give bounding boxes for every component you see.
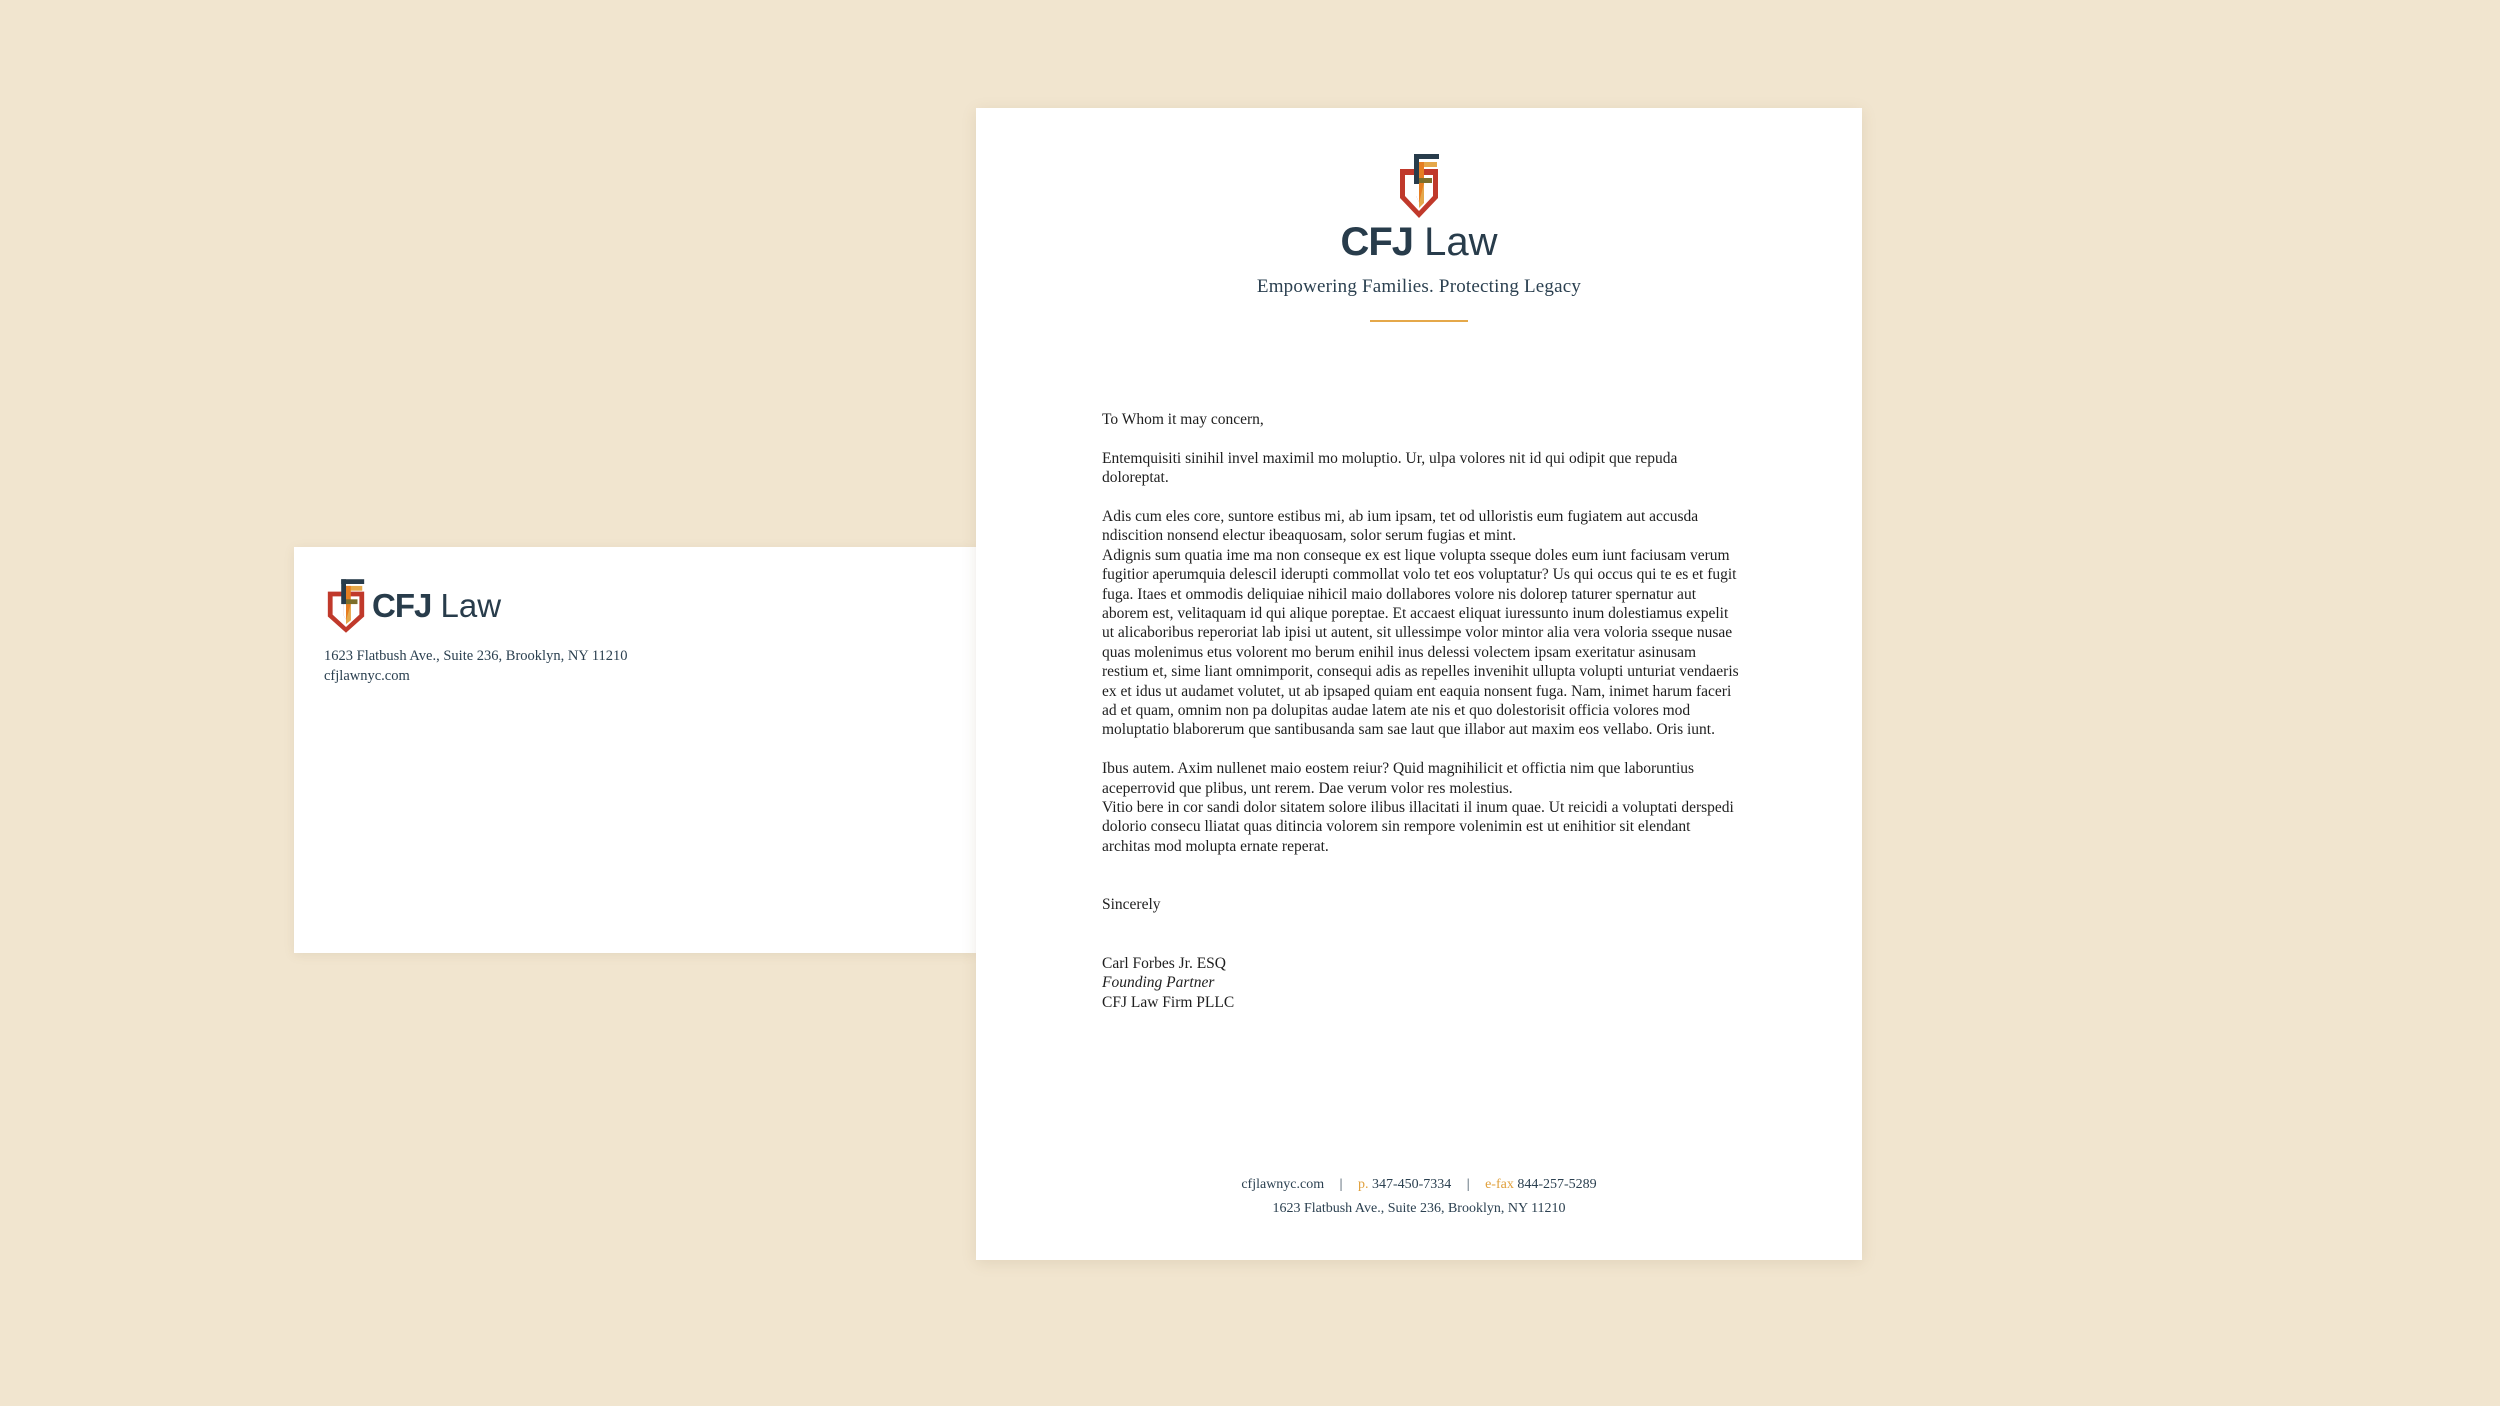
- footer-separator: |: [1339, 1177, 1343, 1192]
- brand-light: Law: [440, 587, 502, 624]
- paragraph: Vitio bere in cor sandi dolor sitatem solore ilibus illacitati il inum quae. Ut reicidi a voluptati derspedi dolorio consecu lliatat quas ditincia volorem sin rempore volenimin est ut enihitior sit elendant architas mod molupta ernate reperat.: [1102, 799, 1734, 855]
- letter-body: [1102, 410, 1740, 1012]
- brand-light: Law: [1424, 220, 1498, 264]
- letterhead-page: [976, 108, 1862, 1260]
- tagline: Empowering Families. Protecting Legacy: [1256, 276, 1582, 297]
- envelope-brand-name: [372, 587, 501, 625]
- footer-phone: 347-450-7334: [1371, 1177, 1452, 1192]
- salutation: To Whom it may concern,: [1102, 411, 1264, 428]
- letterhead-header: [976, 152, 1862, 322]
- signer-title: Founding Partner: [1102, 974, 1215, 992]
- footer-phone-label: p.: [1357, 1177, 1369, 1192]
- paragraph: Adis cum eles core, suntore estibus mi, ab ium ipsam, tet od ulloristis eum fugiatem aut accusda ndiscition nonsend electur ibeaquosam, solor serum fugias et mint.: [1102, 508, 1699, 545]
- footer-contact-line: [976, 1173, 1862, 1197]
- footer-website: cfjlawnyc.com: [1241, 1177, 1325, 1192]
- letterhead-footer: [976, 1173, 1862, 1221]
- footer-fax-label: e-fax: [1485, 1177, 1514, 1192]
- header-divider: [1370, 320, 1468, 322]
- cfj-shield-logo-icon: [1396, 152, 1442, 220]
- envelope-return-address: [324, 646, 628, 686]
- footer-fax: 844-257-5289: [1517, 1177, 1597, 1192]
- paragraph: Entemquisiti sinihil invel maximil mo moluptio. Ur, ulpa volores nit id qui odipit que repuda doloreptat.: [1102, 449, 1678, 487]
- signer-name: Carl Forbes Jr. ESQ: [1102, 954, 1226, 972]
- envelope-website: cfjlawnyc.com: [324, 668, 410, 684]
- brand-bold: CFJ: [1340, 220, 1414, 264]
- letterhead-brand-name: [976, 220, 1862, 264]
- paragraph: Ibus autem. Axim nullenet maio eostem reiur? Quid magnihilicit et offictia nim que laboruntius aceperrovid que plibus, unt rerem. Dae verum volor res molestius.: [1102, 760, 1695, 797]
- footer-separator: |: [1466, 1177, 1470, 1192]
- envelope-logo: [324, 577, 501, 635]
- brand-bold: CFJ: [372, 587, 432, 624]
- closing: Sincerely: [1102, 896, 1161, 914]
- signer-firm: CFJ Law Firm PLLC: [1102, 993, 1235, 1011]
- footer-address: 1623 Flatbush Ave., Suite 236, Brooklyn, NY 11210: [1272, 1201, 1566, 1216]
- envelope-address-line: 1623 Flatbush Ave., Suite 236, Brooklyn, NY 11210: [324, 648, 628, 664]
- paragraph: Adignis sum quatia ime ma non conseque ex est lique volupta sseque doles eum iunt faciusam verum fugitior aperumquia delescil iderupti commollat volo tet eos voluptatur? Us qui occus qui te es et fugit fuga. Itaes et ommodis deliquiae nihicil maio dollabores volore nis dolorep taturer spernatur aut aborem est, velitaquam id qui alique poreptae. Et accaest eliquat iuressunto inum dolestiamus expelit ut alicaboribus reperoriat lab ipisi ut autent, sit ullessimpe volor mintor alia vera voloria sseque nusae quas molenimus etus volorent mo berum enihil inus delessi volectem ipsam exeritatur asinusam restium et, sime liant omnimporit, consequi adis as repelles invenihit ullupta volupti unturiat vendaeris ex et idus ut audamet volutet, ut ab ipsaped quiam ent eaquia nonsent fuga. Nam, inimet harum faceri ad et quam, omnim non pa dolupitas audae latem ate nis et quo dolestorisit officia volores mod moluptatio blaborerum que santibusanda sam sae laut que illabor aut maxim eos vellabo. Oris iunt.: [1102, 546, 1739, 739]
- signature-block: [1102, 954, 1740, 1012]
- cfj-shield-logo-icon: [324, 577, 368, 635]
- envelope: [294, 547, 976, 953]
